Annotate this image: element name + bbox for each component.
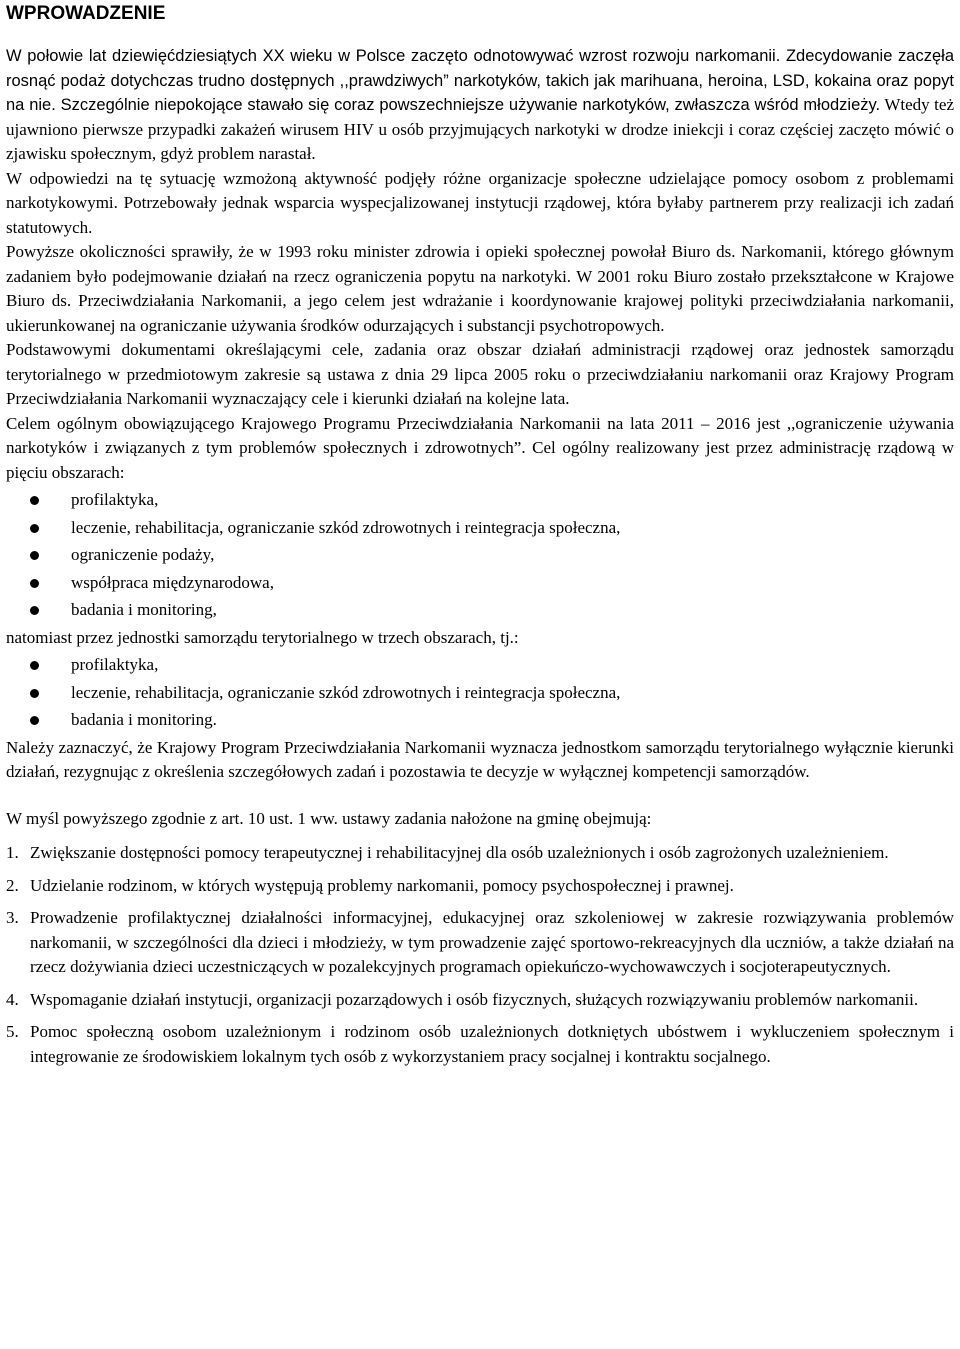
list-item: ograniczenie podaży, — [6, 543, 954, 568]
item-number: 4. — [6, 989, 19, 1009]
item-number: 5. — [6, 1022, 19, 1041]
list-item — [6, 841, 954, 866]
paragraph-program-goal: Celem ogólnym obowiązującego Krajowego Programu Przeciwdziałania Narkomanii na lata 2011 – 2016 jest ,,ograniczenie używania narkotyków i związanych z tym problemów społecznych i zdrowotnych”. Cel ogólny realizowany jest przez administrację rządową w pięciu obszarach: — [6, 413, 954, 482]
government-areas-list — [6, 488, 954, 623]
list-item — [6, 1020, 954, 1069]
item-text: Zwiększanie dostępności pomocy terapeutycznej i rehabilitacyjnej dla osób uzależnionych i osób zagrożonych uzależnieniem. — [30, 843, 889, 862]
paragraph-organizations: W odpowiedzi na tę sytuację wzmożoną aktywność podjęły różne organizacje społeczne udzielające pomocy osobom z problemami narkotykowymi. Potrzebowały jednak wsparcia wyspecjalizowanej instytucji rządowej, która byłaby partnerem przy realizacji ich zadań statutowych. — [6, 168, 954, 237]
tasks-list — [6, 841, 954, 1069]
list-item — [6, 988, 954, 1013]
spacer — [6, 785, 954, 807]
list-item: profilaktyka, — [6, 653, 954, 678]
note-paragraph: Należy zaznaczyć, że Krajowy Program Przeciwdziałania Narkomanii wyznacza jednostkom samorządu terytorialnego wyłącznie kierunki działań, rezygnując z określenia szczegółowych zadań i pozostawia te decyzje w wyłącznej kompetencji samorządów. — [6, 737, 954, 781]
intro-sans-text: W połowie lat dziewięćdziesiątych XX wieku w Polsce zaczęto odnotowywać wzrost rozwoju narkomanii. Zdecydowanie zaczęła rosnąć podaż dotychczas trudno dostępnych ,,prawdziwych” narkotyków, takich jak marihuana, heroina, LSD, kokaina oraz popyt na nie. Szczególnie niepokojące stawało się coraz powszechniejsze używanie narkotyków, zwłaszcza wśród młodzieży. — [6, 47, 954, 114]
item-text: Wspomaganie działań instytucji, organizacji pozarządowych i osób fizycznych, służących rozwiązywaniu problemów narkomanii. — [30, 989, 919, 1009]
list-item: badania i monitoring. — [6, 708, 954, 733]
item-text: Pomoc społeczną osobom uzależnionym i rodzinom osób uzależnionych dotkniętych ubóstwem i wykluczeniem społecznym i integrowanie ze środowiskiem lokalnym tych osób z wykorzystaniem pracy socjalnej i kontraktu socjalnego. — [30, 1022, 954, 1066]
item-text: Udzielanie rodzinom, w których występują problemy narkomanii, pomocy psychospołecznej i prawnej. — [30, 875, 734, 895]
local-areas-intro: natomiast przez jednostki samorządu terytorialnego w trzech obszarach, tj.: — [6, 627, 519, 647]
list-item — [6, 906, 954, 980]
item-number: 3. — [6, 908, 19, 927]
list-item: leczenie, rehabilitacja, ograniczanie szkód zdrowotnych i reintegracja społeczna, — [6, 681, 954, 706]
list-item: współpraca międzynarodowa, — [6, 571, 954, 596]
intro-serif-text: Wtedy też ujawniono pierwsze przypadki zakażeń wirusem HIV u osób przyjmujących narkotyki w drodze iniekcji i coraz częściej zaczęto mówić o zjawisku społecznym, gdyż problem narastał. — [6, 95, 954, 163]
tasks-intro: W myśl powyższego zgodnie z art. 10 ust. 1 ww. ustawy zadania nałożone na gminę obejmują: — [6, 808, 652, 828]
list-item: leczenie, rehabilitacja, ograniczanie szkód zdrowotnych i reintegracja społeczna, — [6, 516, 954, 541]
paragraph-documents: Podstawowymi dokumentami określającymi cele, zadania oraz obszar działań administracji rządowej oraz jednostek samorządu terytorialnego w przedmiotowym zakresie są ustawa z dnia 29 lipca 2005 roku o przeciwdziałaniu narkomanii oraz Krajowy Program Przeciwdziałania Narkomanii wyznaczający cele i kierunki działań na kolejne lata. — [6, 340, 954, 408]
page-title: WPROWADZENIE — [6, 3, 166, 24]
intro-paragraph — [6, 44, 954, 167]
item-number: 2. — [6, 875, 19, 895]
item-text: Prowadzenie profilaktycznej działalności informacyjnej, edukacyjnej oraz szkoleniowej w zakresie rozwiązywania problemów narkomanii, w szczególności dla dzieci i młodzieży, w tym prowadzenie zajęć sportowo-rekreacyjnych dla uczniów, a także działań na rzecz dożywiania dzieci uczestniczących w pozalekcyjnych programach opiekuńczo-wychowawczych i socjoterapeutycznych. — [30, 908, 954, 976]
local-areas-list — [6, 653, 954, 733]
list-item: profilaktyka, — [6, 488, 954, 513]
list-item: badania i monitoring, — [6, 598, 954, 623]
paragraph-bureau: Powyższe okoliczności sprawiły, że w 1993 roku minister zdrowia i opieki społecznej powołał Biuro ds. Narkomanii, którego głównym zadaniem było podejmowanie działań na rzecz ograniczenia popytu na narkotyki. W 2001 roku Biuro zostało przekształcone w Krajowe Biuro ds. Przeciwdziałania Narkomanii, a jego celem jest wdrażanie i koordynowanie krajowej polityki przeciwdziałania narkomanii, ukierunkowanej na ograniczanie używania środków odurzających i substancji psychotropowych. — [6, 242, 954, 335]
item-number: 1. — [6, 843, 19, 862]
list-item — [6, 874, 954, 899]
